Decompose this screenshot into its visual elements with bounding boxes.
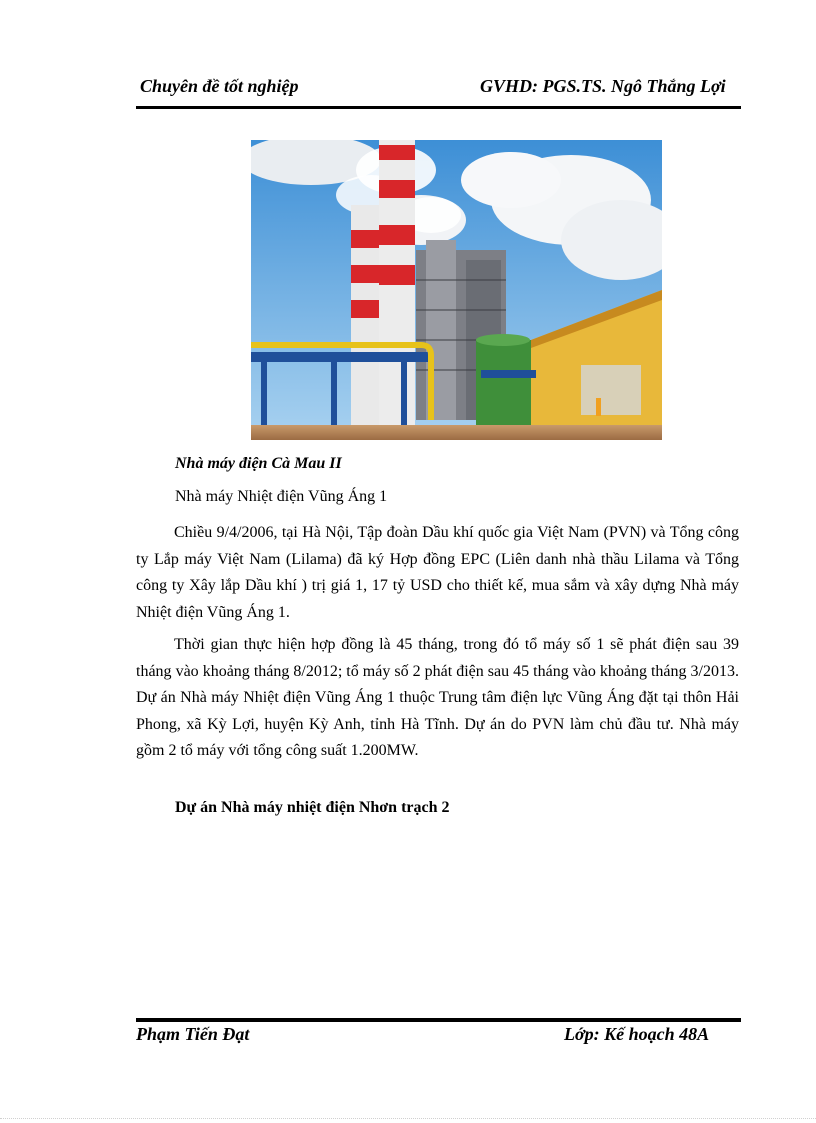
footer-right: Lớp: Kế hoạch 48A (564, 1024, 710, 1044)
subheading: Nhà máy Nhiệt điện Vũng Áng 1 (175, 488, 388, 505)
power-plant-photo (251, 140, 662, 440)
header-left: Chuyên đề tốt nghiệp (140, 76, 299, 96)
header-right: GVHD: PGS.TS. Ngô Thắng Lợi (480, 76, 726, 96)
section-heading: Dự án Nhà máy nhiệt điện Nhơn trạch 2 (175, 799, 450, 816)
paragraph: Chiều 9/4/2006, tại Hà Nội, Tập đoàn Dầu khí quốc gia Việt Nam (PVN) và Tổng công ty Lắp máy Việt Nam (Lilama) đã ký Hợp đồng EPC (Liên danh nhà thầu Lilama và Tổng công ty Xây lắp Dầu khí ) trị giá 1, 17 tỷ USD cho thiết kế, mua sắm và xây dựng Nhà máy Nhiệt điện Vũng Áng 1. (136, 524, 739, 621)
header-rule (136, 106, 741, 109)
page-bottom-border (0, 1118, 816, 1119)
paragraph: Thời gian thực hiện hợp đồng là 45 tháng, trong đó tổ máy số 1 sẽ phát điện sau 39 tháng vào khoảng tháng 8/2012; tổ máy số 2 phát điện sau 45 tháng vào khoảng tháng 3/2013. Dự án Nhà máy Nhiệt điện Vũng Áng 1 thuộc Trung tâm điện lực Vũng Áng đặt tại thôn Hải Phong, xã Kỳ Lợi, huyện Kỳ Anh, tỉnh Hà Tĩnh. Dự án do PVN làm chủ đầu tư. Nhà máy gồm 2 tổ máy với tổng công suất 1.200MW. (136, 636, 739, 759)
footer-left: Phạm Tiến Đạt (136, 1024, 250, 1044)
footer-rule (136, 1018, 741, 1022)
figure-caption: Nhà máy điện Cà Mau II (175, 455, 342, 472)
